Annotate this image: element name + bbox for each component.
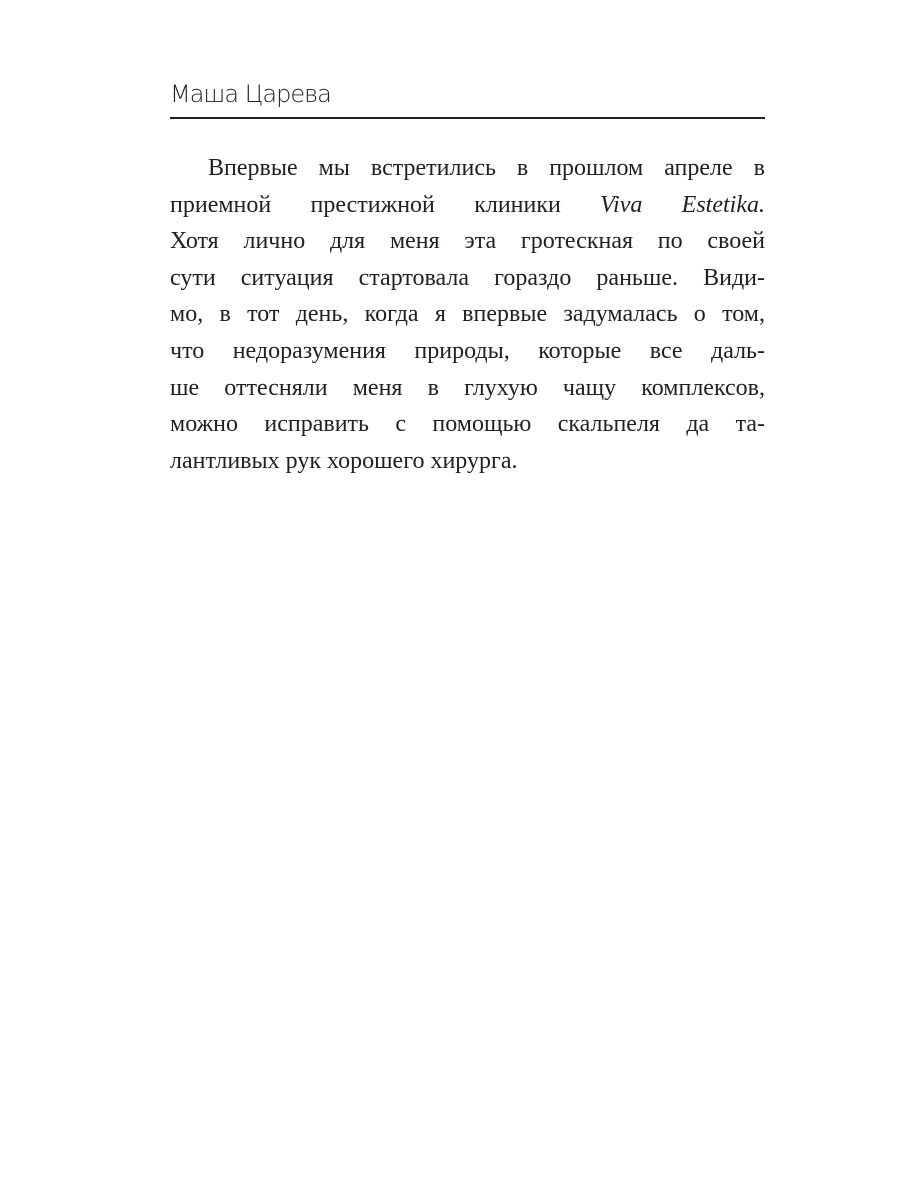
text-line: ше оттесняли меня в глухую чащу комплексов, <box>170 374 765 401</box>
text-line: можно исправить с помощью скальпеля да та- <box>170 411 765 438</box>
header-rule <box>170 117 765 119</box>
text-segment: приемной престижной клиники <box>170 191 561 218</box>
running-head-author: Маша Царева <box>170 80 331 108</box>
text-line: сути ситуация стартовала гораздо раньше. Види- <box>170 264 765 291</box>
clinic-name: Viva Estetika. <box>600 191 765 218</box>
text-line <box>170 187 765 224</box>
body-paragraph <box>170 150 765 479</box>
text-line: лантливых рук хорошего хирурга. <box>170 447 518 474</box>
text-line: что недоразумения природы, которые все даль- <box>170 337 765 364</box>
text-line: мо, в тот день, когда я впервые задумалась о том, <box>170 301 765 328</box>
text-line: Впервые мы встретились в прошлом апреле в <box>208 155 765 181</box>
text-line: Хотя лично для меня эта гротескная по своей <box>170 228 765 255</box>
